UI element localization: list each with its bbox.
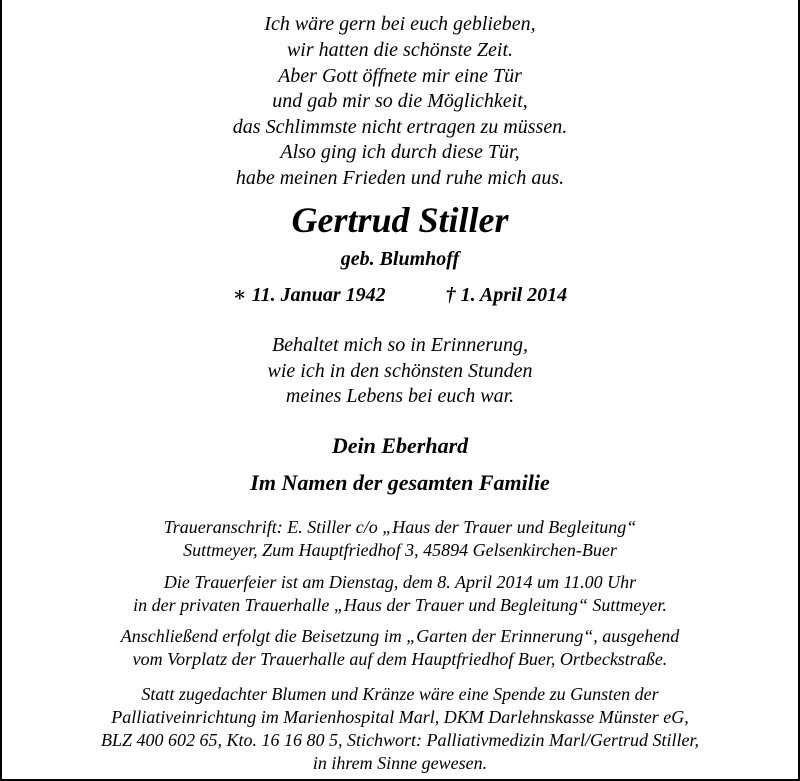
birth-date: ∗ 11. Januar 1942	[232, 284, 386, 306]
ceremony-line: Die Trauerfeier ist am Dienstag, dem 8. April 2014 um 11.00 Uhr	[163, 572, 637, 592]
poem-line: Aber Gott öffnete mir eine Tür	[278, 65, 522, 87]
address-line: Traueranschrift: E. Stiller c/o „Haus der Trauer und Begleitung“	[163, 517, 637, 537]
poem-line: Ich wäre gern bei euch geblieben,	[264, 13, 536, 35]
signature-family: Im Namen der gesamten Familie	[250, 470, 550, 495]
death-date: † 1. April 2014	[445, 284, 568, 306]
verse-line: wie ich in den schönsten Stunden	[267, 360, 533, 382]
poem-line: und gab mir so die Möglichkeit,	[272, 90, 528, 112]
donation-line: BLZ 400 602 65, Kto. 16 16 80 5, Stichwort: Palliativmedizin Marl/Gertrud Stiller,	[100, 730, 699, 750]
signature-spouse: Dein Eberhard	[331, 433, 469, 458]
ceremony-line: in der privaten Trauerhalle „Haus der Trauer und Begleitung“ Suttmeyer.	[133, 595, 667, 615]
address-line: Suttmeyer, Zum Hauptfriedhof 3, 45894 Gelsenkirchen-Buer	[183, 540, 617, 560]
poem-line: das Schlimmste nicht ertragen zu müssen.	[232, 116, 568, 138]
donation-line: in ihrem Sinne gewesen.	[312, 753, 488, 773]
burial-line: Anschließend erfolgt die Beisetzung im „Garten der Erinnerung“, ausgehend	[120, 626, 680, 646]
donation-line: Statt zugedachter Blumen und Kränze wäre eine Spende zu Gunsten der	[141, 684, 659, 704]
verse-line: meines Lebens bei euch war.	[285, 385, 515, 407]
poem-line: habe meinen Frieden und ruhe mich aus.	[235, 167, 565, 189]
poem-line: Also ging ich durch diese Tür,	[280, 141, 520, 163]
verse-line: Behaltet mich so in Erinnerung,	[271, 334, 529, 356]
burial-line: vom Vorplatz der Trauerhalle auf dem Hauptfriedhof Buer, Ortbeckstraße.	[132, 649, 668, 669]
life-dates	[2, 282, 798, 307]
poem-line: wir hatten die schönste Zeit.	[286, 39, 514, 61]
deceased-name: Gertrud Stiller	[291, 200, 509, 240]
donation-line: Palliativeinrichtung im Marienhospital Marl, DKM Darlehnskasse Münster eG,	[111, 707, 689, 727]
maiden-name: geb. Blumhoff	[340, 248, 460, 270]
